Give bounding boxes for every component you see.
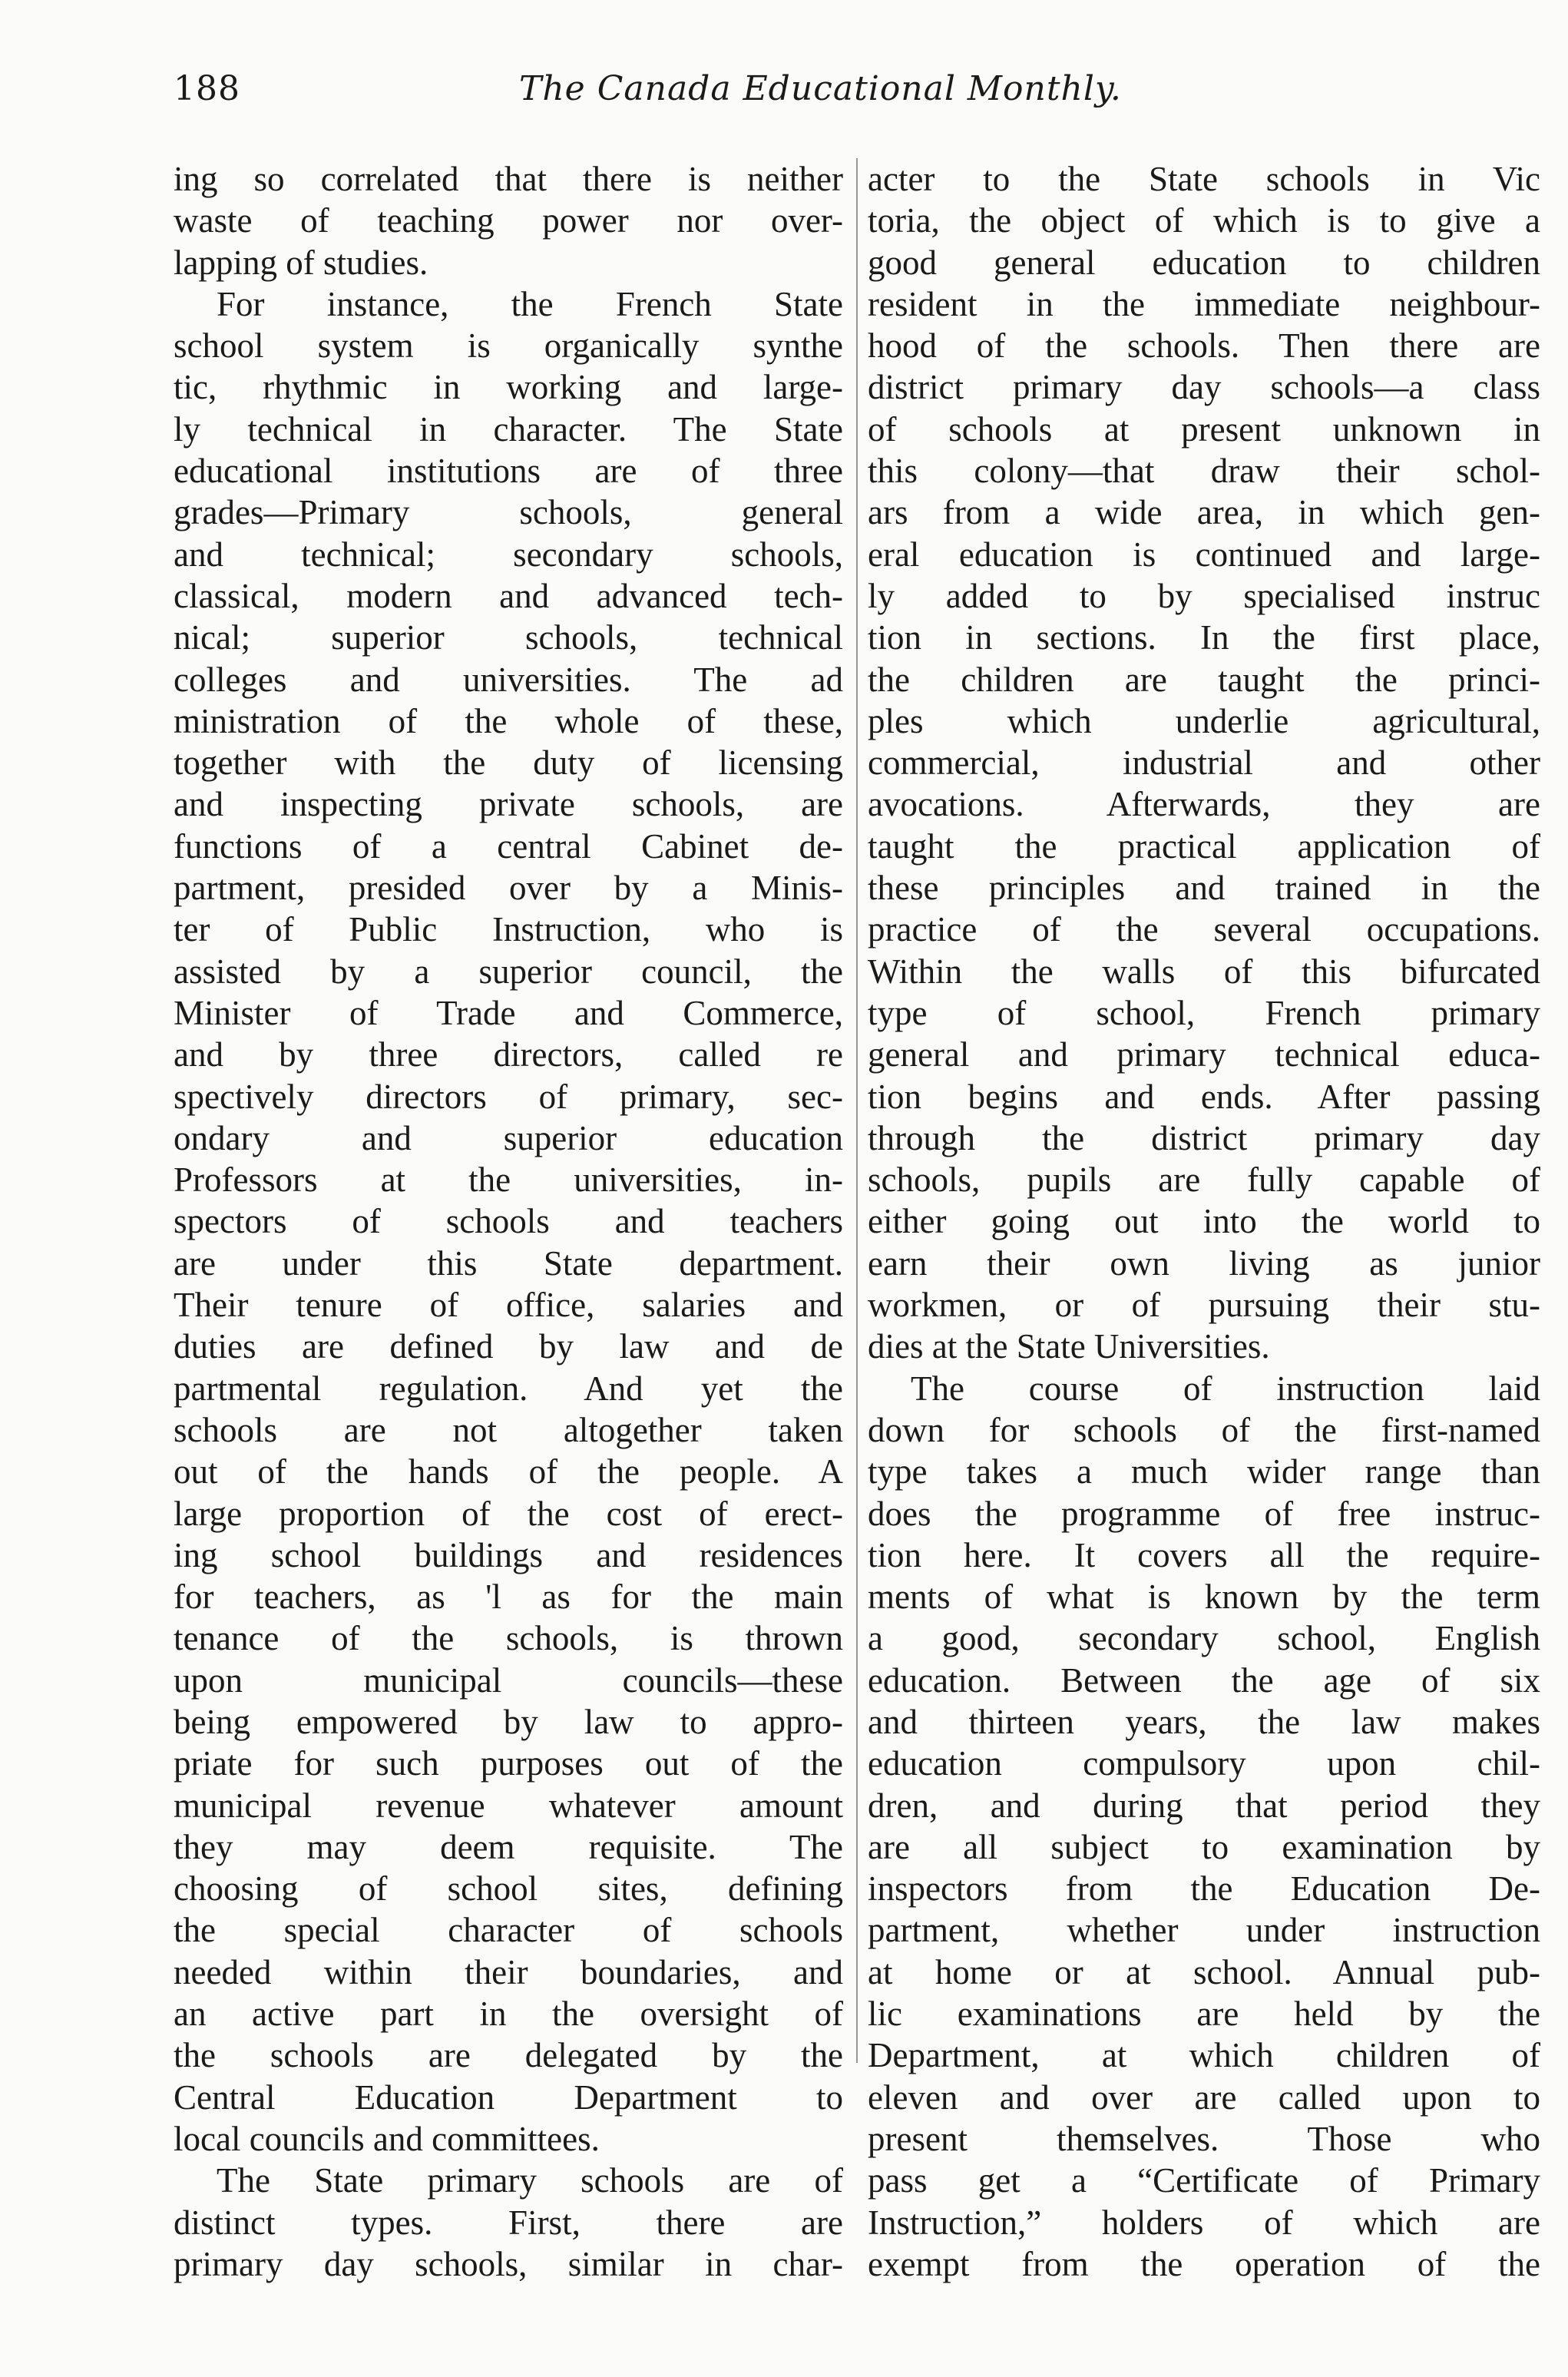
text-line: eral education is continued and large-: [868, 535, 1540, 574]
text-line: together with the duty of licensing: [174, 743, 843, 783]
text-line: and by three directors, called re: [174, 1035, 843, 1074]
text-line: large proportion of the cost of erect-: [174, 1494, 843, 1533]
text-line: partment, presided over by a Minis-: [174, 869, 843, 908]
text-line: are under this State department.: [174, 1243, 843, 1283]
text-line: lapping of studies.: [174, 243, 428, 282]
text-line: ly technical in character. The State: [174, 409, 843, 449]
text-line: grades—Primary schools, general: [174, 493, 843, 532]
text-line: acter to the State schools in Vic: [868, 160, 1540, 198]
text-line: tic, rhythmic in working and large-: [174, 368, 843, 407]
text-line: Department, at which children of: [868, 2036, 1540, 2075]
text-line: this colony—that draw their schol-: [868, 452, 1540, 491]
text-line: ly added to by specialised instruc: [868, 576, 1540, 615]
text-line: ars from a wide area, in which gen-: [868, 493, 1540, 532]
text-line: taught the practical application of: [868, 826, 1540, 866]
text-line: nical; superior schools, technical: [174, 618, 843, 657]
text-line: ments of what is known by the term: [868, 1577, 1540, 1617]
text-line: general and primary technical educa-: [868, 1035, 1540, 1074]
text-line: upon municipal councils—these: [174, 1660, 843, 1700]
text-line: functions of a central Cabinet de-: [174, 826, 843, 866]
text-line: they may deem requisite. The: [174, 1827, 843, 1866]
text-line: pass get a “Certificate of Primary: [868, 2161, 1540, 2200]
text-line: The course of instruction laid: [911, 1369, 1540, 1408]
text-line: dies at the State Universities.: [868, 1327, 1270, 1366]
text-line: school system is organically synthe: [174, 326, 843, 366]
text-line: eleven and over are called upon to: [868, 2077, 1540, 2117]
text-line: Their tenure of office, salaries and: [174, 1286, 843, 1325]
text-line: schools, pupils are fully capable of: [868, 1160, 1540, 1200]
text-line: The State primary schools are of: [217, 2161, 843, 2200]
text-line: Instruction,” holders of which are: [868, 2203, 1540, 2242]
text-line: Within the walls of this bifurcated: [868, 952, 1540, 991]
text-line: practice of the several occupations.: [868, 910, 1540, 949]
text-line: present themselves. Those who: [868, 2119, 1540, 2158]
text-line: municipal revenue whatever amount: [174, 1786, 843, 1825]
text-line: spectively directors of primary, sec-: [174, 1077, 843, 1116]
text-line: partment, whether under instruction: [868, 1911, 1540, 1950]
text-line: needed within their boundaries, and: [174, 1952, 843, 1991]
text-line: priate for such purposes out of the: [174, 1744, 843, 1783]
text-line: primary day schools, similar in char-: [174, 2244, 843, 2283]
text-line: avocations. Afterwards, they are: [868, 785, 1540, 824]
text-line: education. Between the age of six: [868, 1660, 1540, 1700]
text-line: education compulsory upon chil-: [868, 1744, 1540, 1783]
text-line: through the district primary day: [868, 1118, 1540, 1157]
text-line: good general education to children: [868, 243, 1540, 282]
text-line: lic examinations are held by the: [868, 1995, 1540, 2034]
text-line: partmental regulation. And yet the: [174, 1369, 843, 1408]
text-line: Central Education Department to: [174, 2077, 843, 2117]
text-line: type takes a much wider range than: [868, 1452, 1540, 1491]
text-line: of schools at present unknown in: [868, 409, 1540, 449]
text-line: distinct types. First, there are: [174, 2203, 843, 2242]
text-line: tion here. It covers all the require-: [868, 1535, 1540, 1574]
text-line: out of the hands of the people. A: [174, 1452, 843, 1491]
text-line: ondary and superior education: [174, 1118, 843, 1157]
text-line: at home or at school. Annual pub-: [868, 1952, 1540, 1991]
text-line: duties are defined by law and de: [174, 1327, 843, 1366]
text-line: type of school, French primary: [868, 993, 1540, 1032]
text-line: dren, and during that period they: [868, 1786, 1540, 1825]
text-line: are all subject to examination by: [868, 1827, 1540, 1866]
text-line: these principles and trained in the: [868, 869, 1540, 908]
text-line: the schools are delegated by the: [174, 2036, 843, 2075]
text-line: district primary day schools—a class: [868, 368, 1540, 407]
text-line: down for schools of the first-named: [868, 1410, 1540, 1449]
text-line: tion begins and ends. After passing: [868, 1077, 1540, 1116]
text-line: hood of the schools. Then there are: [868, 326, 1540, 366]
text-line: ministration of the whole of these,: [174, 701, 843, 740]
text-line: either going out into the world to: [868, 1202, 1540, 1241]
text-line: ter of Public Instruction, who is: [174, 910, 843, 949]
left-column: [174, 158, 843, 2285]
text-line: ing so correlated that there is neither: [174, 160, 843, 198]
text-line: spectors of schools and teachers: [174, 1202, 843, 1241]
text-line: and technical; secondary schools,: [174, 535, 843, 574]
text-line: ples which underlie agricultural,: [868, 701, 1540, 740]
text-line: workmen, or of pursuing their stu-: [868, 1286, 1540, 1325]
text-line: inspectors from the Education De-: [868, 1869, 1540, 1909]
text-line: tenance of the schools, is thrown: [174, 1619, 843, 1658]
text-line: earn their own living as junior: [868, 1243, 1540, 1283]
text-line: local councils and committees.: [174, 2119, 600, 2158]
text-line: educational institutions are of three: [174, 452, 843, 491]
text-line: does the programme of free instruc-: [868, 1494, 1540, 1533]
text-line: and thirteen years, the law makes: [868, 1702, 1540, 1741]
column-divider: [856, 158, 858, 2063]
page-header: [174, 66, 1195, 127]
text-line: resident in the immediate neighbour-: [868, 284, 1540, 323]
text-line: assisted by a superior council, the: [174, 952, 843, 991]
text-line: Minister of Trade and Commerce,: [174, 993, 843, 1032]
text-line: for teachers, as 'l as for the main: [174, 1577, 843, 1617]
text-line: an active part in the oversight of: [174, 1995, 843, 2034]
text-line: and inspecting private schools, are: [174, 785, 843, 824]
text-line: tion in sections. In the first place,: [868, 618, 1540, 657]
text-line: toria, the object of which is to give a: [868, 201, 1540, 240]
text-line: being empowered by law to appro-: [174, 1702, 843, 1741]
text-line: exempt from the operation of the: [868, 2244, 1540, 2283]
text-line: colleges and universities. The ad: [174, 660, 843, 699]
page-number: 188: [174, 69, 240, 108]
text-line: the children are taught the princi-: [868, 660, 1540, 699]
text-line: schools are not altogether taken: [174, 1410, 843, 1449]
text-line: waste of teaching power nor over-: [174, 201, 843, 240]
text-line: choosing of school sites, defining: [174, 1869, 843, 1909]
text-line: the special character of schools: [174, 1911, 843, 1950]
text-line: classical, modern and advanced tech-: [174, 576, 843, 615]
running-title: The Canada Educational Monthly.: [519, 69, 1122, 108]
text-line: ing school buildings and residences: [174, 1535, 843, 1574]
text-line: a good, secondary school, English: [868, 1619, 1540, 1658]
text-line: For instance, the French State: [217, 284, 843, 323]
text-line: commercial, industrial and other: [868, 743, 1540, 783]
text-line: Professors at the universities, in-: [174, 1160, 843, 1200]
right-column: [868, 158, 1540, 2285]
